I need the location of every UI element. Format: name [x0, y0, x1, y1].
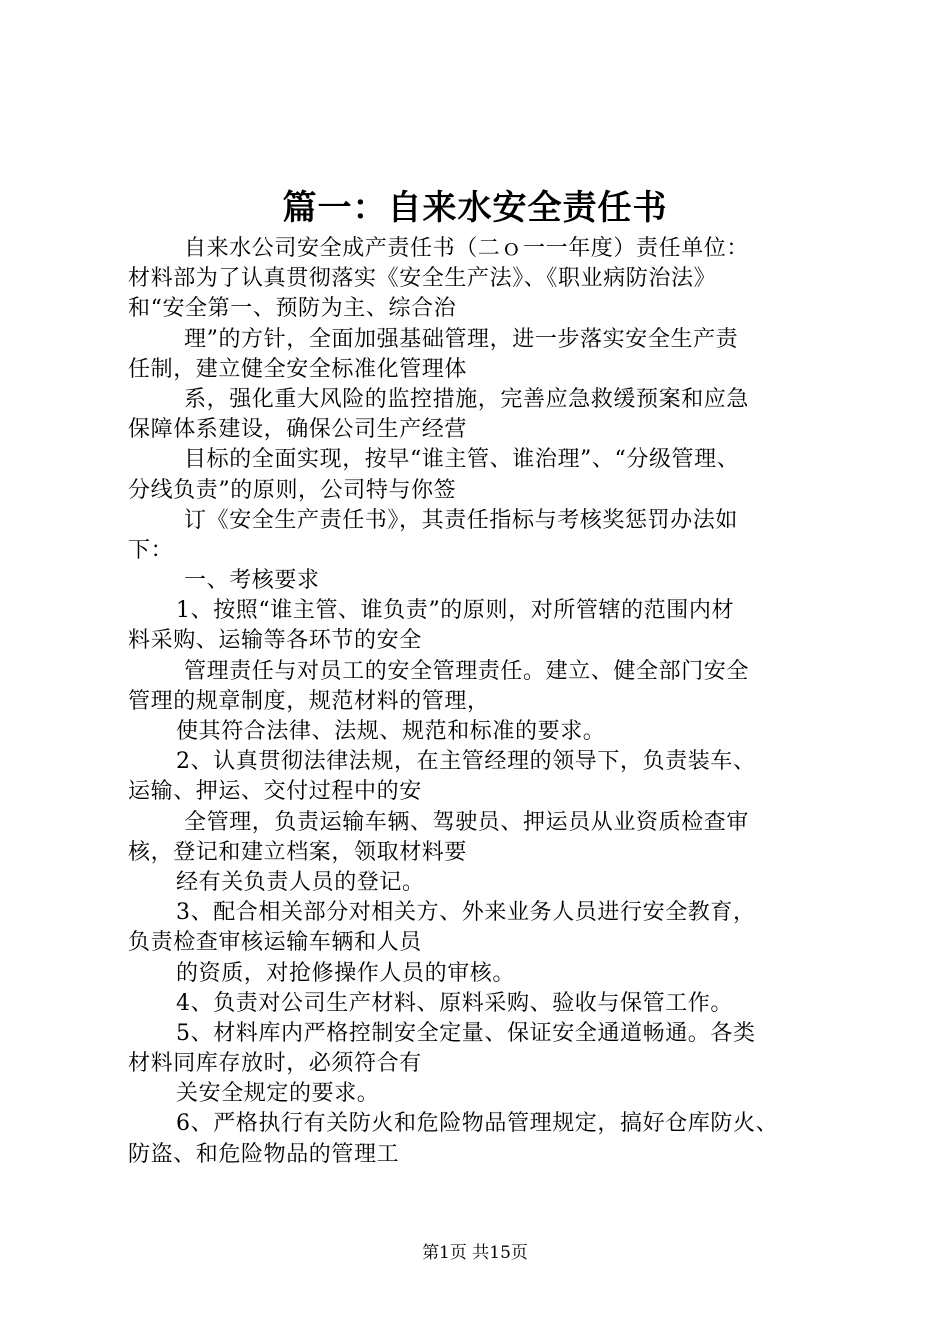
body-line: 任制，建立健全安全标准化管理体: [128, 356, 468, 382]
body-line: 使其符合法律、法规、规范和标准的要求。: [176, 719, 606, 744]
body-line: 核，登记和建立档案，领取材料要: [128, 839, 468, 865]
body-line: 保障体系建设，确保公司生产经营: [128, 417, 468, 443]
body-line: 一、考核要求: [184, 568, 320, 594]
body-line: 全管理，负责运输车辆、驾驶员、押运员从业资质检查审: [184, 809, 750, 835]
body-line: 3、配合相关部分对相关方、外来业务人员进行安全教育，: [176, 900, 756, 926]
body-line: 关安全规定的要求。: [176, 1081, 380, 1107]
body-line: 6、严格执行有关防火和危险物品管理规定，搞好仓库防火、: [176, 1111, 779, 1137]
body-line: 1、按照“谁主管、谁负责”的原则，对所管辖的范围内材: [176, 598, 735, 624]
body-line: 下：: [128, 537, 174, 563]
body-line: 理”的方针，全面加强基础管理，进一步落实安全生产责: [184, 326, 739, 352]
body-line: 料采购、运输等各环节的安全: [128, 628, 422, 654]
body-line: 和“安全第一、预防为主、综合治: [128, 296, 457, 322]
body-line: 运输、押运、交付过程中的安: [128, 779, 422, 805]
page-footer: 第1页 共15页: [422, 1243, 528, 1263]
body-line: 分线负责”的原则，公司特与你签: [128, 477, 457, 503]
body-line: 管理责任与对员工的安全管理责任。建立、健全部门安全: [184, 658, 750, 684]
body-line: 负责检查审核运输车辆和人员: [128, 930, 422, 956]
body-line: 目标的全面实现，按早“谁主管、谁治理”、“分级管理、: [184, 447, 740, 473]
body-line: 2、认真贯彻法律法规，在主管经理的领导下，负责装车、: [176, 749, 756, 775]
body-line: 材料同库存放时，必须符合有: [128, 1051, 422, 1077]
body-line: 管理的规章制度，规范材料的管理，: [128, 688, 490, 714]
body-line: 自来水公司安全成产责任书（二ｏ一一年度）责任单位：: [184, 236, 750, 261]
document-body: [128, 234, 850, 1170]
body-line: 订《安全生产责任书》，其责任指标与考核奖惩罚办法如: [184, 507, 739, 533]
body-line: 5、材料库内严格控制安全定量、保证安全通道畅通。各类: [176, 1020, 756, 1046]
document-title: 篇一：自来水安全责任书: [282, 188, 668, 228]
body-line: 经有关负责人员的登记。: [176, 869, 425, 895]
body-line: 4、负责对公司生产材料、原料采购、验收与保管工作。: [176, 990, 733, 1016]
body-line: 防盗、和危险物品的管理工: [128, 1141, 400, 1167]
body-line: 材料部为了认真贯彻落实《安全生产法》、《职业病防治法》: [128, 266, 717, 292]
body-line: 的资质，对抢修操作人员的审核。: [176, 960, 516, 986]
body-line: 系，强化重大风险的监控措施，完善应急救缓预案和应急: [184, 386, 750, 412]
